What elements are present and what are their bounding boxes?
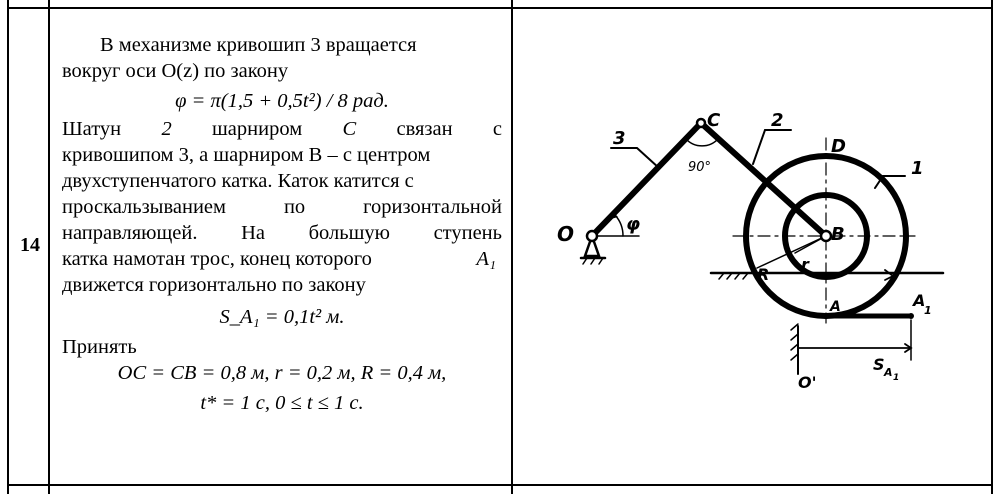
label-phi: φ: [626, 214, 641, 235]
connecting-rod-2: [701, 123, 826, 236]
label-A1: A: [913, 291, 926, 310]
label-O-prime: O': [798, 373, 817, 392]
label-O: O: [557, 222, 575, 246]
accept-label: Принять: [62, 336, 137, 358]
word: Шатун: [62, 118, 122, 140]
word: шарниром: [212, 118, 303, 140]
label-A1-sub: 1: [924, 304, 932, 317]
paragraph1-line2: вокруг оси O(z) по закону: [62, 60, 289, 82]
paragraph2-line5: [62, 220, 502, 246]
label-B: B: [831, 224, 845, 245]
phi-arc: [615, 215, 623, 236]
label-R: R: [757, 265, 770, 284]
label-C: C: [707, 110, 721, 131]
paragraph2-line2: кривошипом 3, а шарниром B – с центром: [62, 144, 431, 166]
label-A: A: [830, 299, 841, 315]
task-text: [62, 32, 502, 416]
leader-3: [611, 148, 659, 168]
joint-C: [697, 119, 705, 127]
word: ступень: [433, 222, 502, 244]
word: проскальзыванием: [62, 196, 226, 218]
table-border-number: [48, 0, 50, 494]
phi-formula: φ = π(1,5 + 0,5t²) / 8 рад.: [175, 90, 389, 112]
leader-2: [753, 130, 791, 164]
paragraph2-line1: [62, 116, 502, 142]
paragraph2-line3: двухступенчатого катка. Каток катится с: [62, 170, 414, 192]
table-border-left: [7, 0, 9, 494]
task-number: 14: [20, 234, 40, 256]
word: связан: [396, 118, 453, 140]
label-S-sub2: 1: [893, 373, 900, 383]
given-line1: OC = CB = 0,8 м, r = 0,2 м, R = 0,4 м,: [117, 362, 447, 384]
word: с: [492, 118, 502, 140]
word: C: [342, 118, 357, 140]
point-D: [823, 153, 829, 159]
word: A₁: [476, 248, 496, 270]
label-wheel-1: 1: [911, 158, 924, 179]
word: большую: [308, 222, 390, 244]
table-border-bottom: [7, 484, 993, 486]
joint-B: [821, 231, 831, 241]
label-90: 90°: [688, 160, 712, 175]
word: горизонтальной: [363, 196, 502, 218]
paragraph1-line1: В механизме кривошип 3 вращается: [100, 34, 417, 56]
label-link-3: 3: [613, 128, 626, 149]
point-A1: [908, 313, 914, 319]
given-line2: t* = 1 с, 0 ≤ t ≤ 1 с.: [200, 392, 364, 414]
right-angle-arc: [686, 139, 718, 146]
word: 2: [161, 118, 172, 140]
s-formula: S_A₁ = 0,1t² м.: [219, 306, 345, 328]
label-D: D: [831, 136, 846, 157]
crank-3: [592, 123, 701, 236]
word: по: [283, 196, 306, 218]
paragraph2-line7: движется горизонтально по закону: [62, 274, 366, 296]
mechanism-figure: [513, 8, 993, 480]
word: На: [241, 222, 265, 244]
label-S: S: [873, 355, 885, 374]
paragraph2-line6: [62, 246, 502, 272]
word: направляющей.: [62, 222, 198, 244]
joint-O: [587, 231, 597, 241]
label-r: r: [801, 255, 809, 274]
paragraph2-line4: [62, 194, 502, 220]
word: катка намотан трос, конец которого: [62, 248, 372, 270]
label-link-2: 2: [771, 110, 784, 131]
label-S-sub: A: [884, 366, 893, 379]
